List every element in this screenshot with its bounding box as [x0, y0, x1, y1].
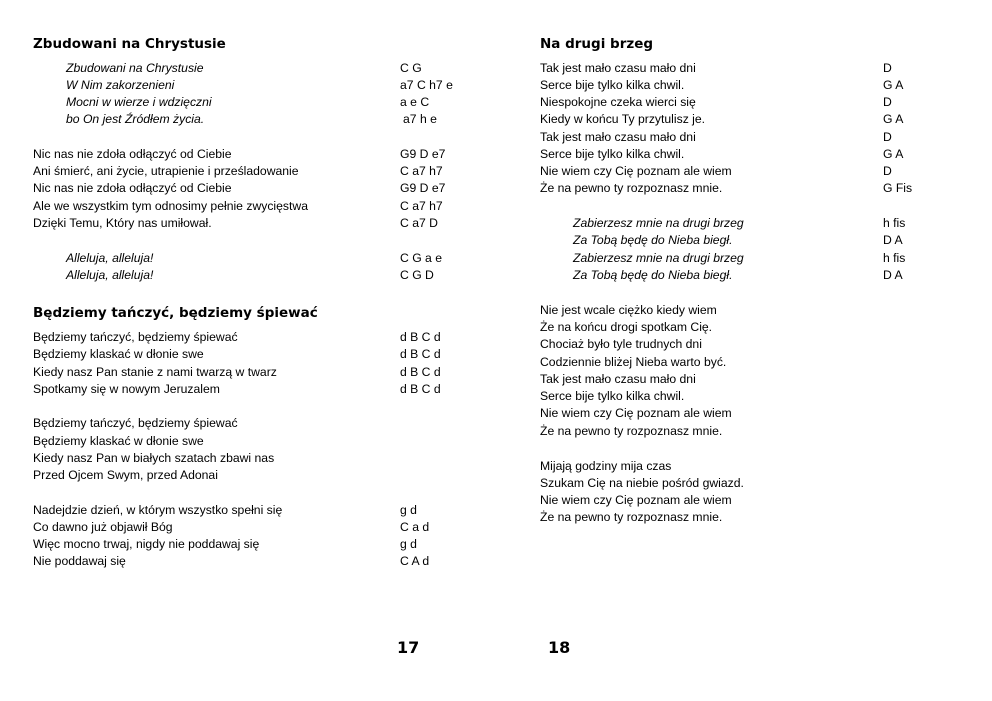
chord-line: C G [400, 61, 422, 75]
page-number-left: 17 [397, 638, 420, 657]
lyric-line: Nie jest wcale ciężko kiedy wiem [540, 303, 717, 317]
chord-line: d B C d [400, 347, 441, 361]
lyric-line: Serce bije tylko kilka chwil. [540, 78, 685, 92]
lyric-line: Co dawno już objawił Bóg [33, 520, 173, 534]
lyric-line: Dzięki Temu, Który nas umiłował. [33, 216, 212, 230]
lyric-line: Kiedy nasz Pan stanie z nami twarzą w twarz [33, 365, 277, 379]
chord-line: d B C d [400, 365, 441, 379]
chord-line: C a7 h7 [400, 199, 443, 213]
lyric-line: Że na końcu drogi spotkam Cię. [540, 320, 713, 334]
lyric-line: Tak jest mało czasu mało dni [540, 372, 696, 386]
lyric-line: Chociaż było tyle trudnych dni [540, 337, 702, 351]
lyric-line: Serce bije tylko kilka chwil. [540, 147, 685, 161]
lyric-line: Nic nas nie zdoła odłączyć od Ciebie [33, 181, 232, 195]
lyric-line: Nic nas nie zdoła odłączyć od Ciebie [33, 147, 232, 161]
lyric-line: Nie wiem czy Cię poznam ale wiem [540, 164, 732, 178]
lyric-line: Będziemy tańczyć, będziemy śpiewać [33, 330, 238, 344]
chord-line: C G D [400, 268, 434, 282]
lyric-line: Będziemy klaskać w dłonie swe [33, 347, 204, 361]
chord-line: G A [883, 112, 904, 126]
lyric-line: Kiedy w końcu Ty przytulisz je. [540, 112, 706, 126]
chord-line: C a7 D [400, 216, 438, 230]
lyric-line: Codziennie bliżej Nieba warto być. [540, 355, 727, 369]
song-title-zbudowani: Zbudowani na Chrystusie [33, 36, 226, 52]
lyric-line: Nie wiem czy Cię poznam ale wiem [540, 493, 732, 507]
chord-line: D [883, 164, 892, 178]
lyric-line: Nie poddawaj się [33, 554, 126, 568]
lyric-line: Tak jest mało czasu mało dni [540, 61, 696, 75]
lyric-line: Więc mocno trwaj, nigdy nie poddawaj się [33, 537, 260, 551]
page-number-right: 18 [548, 638, 571, 657]
chord-line: D A [883, 268, 903, 282]
chord-line: a7 h e [403, 112, 437, 126]
lyric-line: Nie wiem czy Cię poznam ale wiem [540, 406, 732, 420]
chord-line: d B C d [400, 330, 441, 344]
lyric-line: Szukam Cię na niebie pośród gwiazd. [540, 476, 744, 490]
lyric-line: Spotkamy się w nowym Jeruzalem [33, 382, 220, 396]
lyric-line: Że na pewno ty rozpoznasz mnie. [540, 181, 723, 195]
lyric-line: Niespokojne czeka wierci się [540, 95, 696, 109]
chord-line: G9 D e7 [400, 147, 446, 161]
lyric-line: Alleluja, alleluja! [66, 251, 154, 265]
lyric-line: Za Tobą będę do Nieba biegł. [573, 268, 733, 282]
chord-line: C A d [400, 554, 430, 568]
lyric-line: Nadejdzie dzień, w którym wszystko spełni się [33, 503, 283, 517]
lyric-line: Za Tobą będę do Nieba biegł. [573, 233, 733, 247]
lyric-line: Będziemy tańczyć, będziemy śpiewać [33, 416, 238, 430]
song-title-bedziemy: Będziemy tańczyć, będziemy śpiewać [33, 305, 318, 321]
chord-line: h fis [883, 251, 906, 265]
lyric-line: Alleluja, alleluja! [66, 268, 154, 282]
lyric-line: Mocni w wierze i wdzięczni [66, 95, 212, 109]
chord-line: h fis [883, 216, 906, 230]
chord-line: C a d [400, 520, 430, 534]
chord-line: a e C [400, 95, 430, 109]
chord-line: G A [883, 147, 904, 161]
chord-line: D [883, 61, 892, 75]
chord-line: G Fis [883, 181, 913, 195]
lyric-line: Ani śmierć, ani życie, utrapienie i prześladowanie [33, 164, 299, 178]
chord-line: d B C d [400, 382, 441, 396]
chord-line: a7 C h7 e [400, 78, 453, 92]
chord-line: D [883, 95, 892, 109]
lyric-line: Że na pewno ty rozpoznasz mnie. [540, 424, 723, 438]
lyric-line: Kiedy nasz Pan w białych szatach zbawi nas [33, 451, 275, 465]
lyric-line: Zabierzesz mnie na drugi brzeg [573, 216, 744, 230]
lyric-line: Przed Ojcem Swym, przed Adonai [33, 468, 218, 482]
lyric-line: Serce bije tylko kilka chwil. [540, 389, 685, 403]
lyric-line: Tak jest mało czasu mało dni [540, 130, 696, 144]
lyric-line: Że na pewno ty rozpoznasz mnie. [540, 510, 723, 524]
chord-line: G9 D e7 [400, 181, 446, 195]
lyric-line: Będziemy klaskać w dłonie swe [33, 434, 204, 448]
chord-line: D A [883, 233, 903, 247]
lyric-line: Mijają godziny mija czas [540, 459, 672, 473]
lyric-line: W Nim zakorzenieni [66, 78, 175, 92]
chord-line: G A [883, 78, 904, 92]
chord-line: C a7 h7 [400, 164, 443, 178]
lyric-line: Zabierzesz mnie na drugi brzeg [573, 251, 744, 265]
chord-line: g d [400, 503, 417, 517]
lyric-line: Zbudowani na Chrystusie [66, 61, 204, 75]
song-title-na-drugi-brzeg: Na drugi brzeg [540, 36, 654, 52]
chord-line: g d [400, 537, 417, 551]
chord-line: C G a e [400, 251, 442, 265]
lyric-line: Ale we wszystkim tym odnosimy pełnie zwycięstwa [33, 199, 308, 213]
lyric-line: bo On jest Źródłem życia. [66, 112, 205, 126]
chord-line: D [883, 130, 892, 144]
